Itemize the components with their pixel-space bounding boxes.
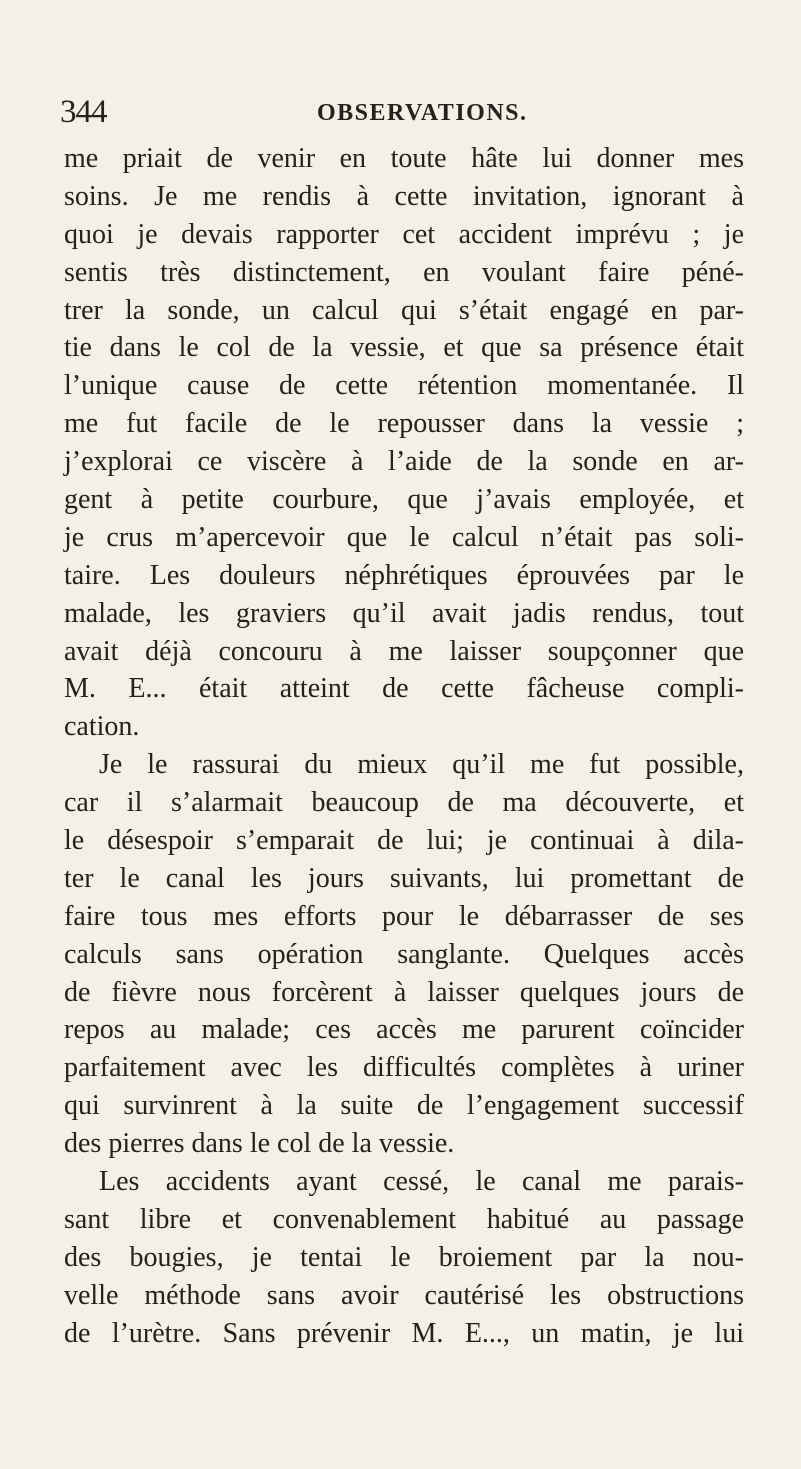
text-line: de l’urètre. Sans prévenir M. E..., un matin, je lui bbox=[64, 1317, 744, 1349]
text-line: repos au malade; ces accès me parurent coïncider bbox=[64, 1014, 744, 1046]
text-line: quoi je devais rapporter cet accident imprévu ; je bbox=[64, 218, 744, 250]
text-line: velle méthode sans avoir cautérisé les obstructions bbox=[64, 1279, 744, 1311]
text-line: taire. Les douleurs néphrétiques éprouvées par le bbox=[64, 559, 744, 591]
text-line: tie dans le col de la vessie, et que sa présence était bbox=[64, 332, 744, 364]
text-line: j’explorai ce viscère à l’aide de la sonde en ar- bbox=[64, 446, 744, 478]
paragraph-start-line: Les accidents ayant cessé, le canal me parais- bbox=[99, 1166, 744, 1198]
paragraph-end-line: des pierres dans le col de la vessie. bbox=[64, 1128, 455, 1160]
text-line: qui survinrent à la suite de l’engagement successif bbox=[64, 1090, 744, 1122]
text-line: des bougies, je tentai le broiement par la nou- bbox=[64, 1241, 744, 1273]
text-line: gent à petite courbure, que j’avais employée, et bbox=[64, 484, 744, 516]
running-title: OBSERVATIONS. bbox=[317, 100, 528, 126]
text-line: de fièvre nous forcèrent à laisser quelques jours de bbox=[64, 976, 744, 1008]
text-line: me fut facile de le repousser dans la vessie ; bbox=[64, 408, 744, 440]
text-line: ter le canal les jours suivants, lui promettant de bbox=[64, 862, 744, 894]
text-line: calculs sans opération sanglante. Quelques accès bbox=[64, 938, 744, 970]
text-line: trer la sonde, un calcul qui s’était engagé en par- bbox=[64, 294, 744, 326]
body-text bbox=[64, 140, 744, 1353]
running-head bbox=[60, 92, 760, 132]
text-line: sant libre et convenablement habitué au passage bbox=[64, 1203, 744, 1235]
paragraph-end-line: cation. bbox=[64, 711, 140, 743]
text-line: je crus m’apercevoir que le calcul n’était pas soli- bbox=[64, 521, 744, 553]
paragraph-start-line: Je le rassurai du mieux qu’il me fut possible, bbox=[99, 749, 744, 781]
text-line: car il s’alarmait beaucoup de ma découverte, et bbox=[64, 787, 744, 819]
text-line: le désespoir s’emparait de lui; je continuai à dila- bbox=[64, 825, 744, 857]
text-line: l’unique cause de cette rétention momentanée. Il bbox=[64, 370, 744, 402]
text-line: me priait de venir en toute hâte lui donner mes bbox=[64, 143, 744, 174]
text-line: faire tous mes efforts pour le débarrasser de ses bbox=[64, 900, 744, 932]
text-line: sentis très distinctement, en voulant faire péné- bbox=[64, 256, 744, 288]
text-line: soins. Je me rendis à cette invitation, ignorant à bbox=[64, 180, 744, 212]
text-line: parfaitement avec les difficultés complètes à uriner bbox=[64, 1052, 744, 1084]
text-line: malade, les graviers qu’il avait jadis rendus, tout bbox=[64, 597, 744, 629]
text-line: avait déjà concouru à me laisser soupçonner que bbox=[64, 635, 744, 667]
page-number: 344 bbox=[60, 94, 107, 130]
text-line: M. E... était atteint de cette fâcheuse compli- bbox=[64, 673, 744, 705]
